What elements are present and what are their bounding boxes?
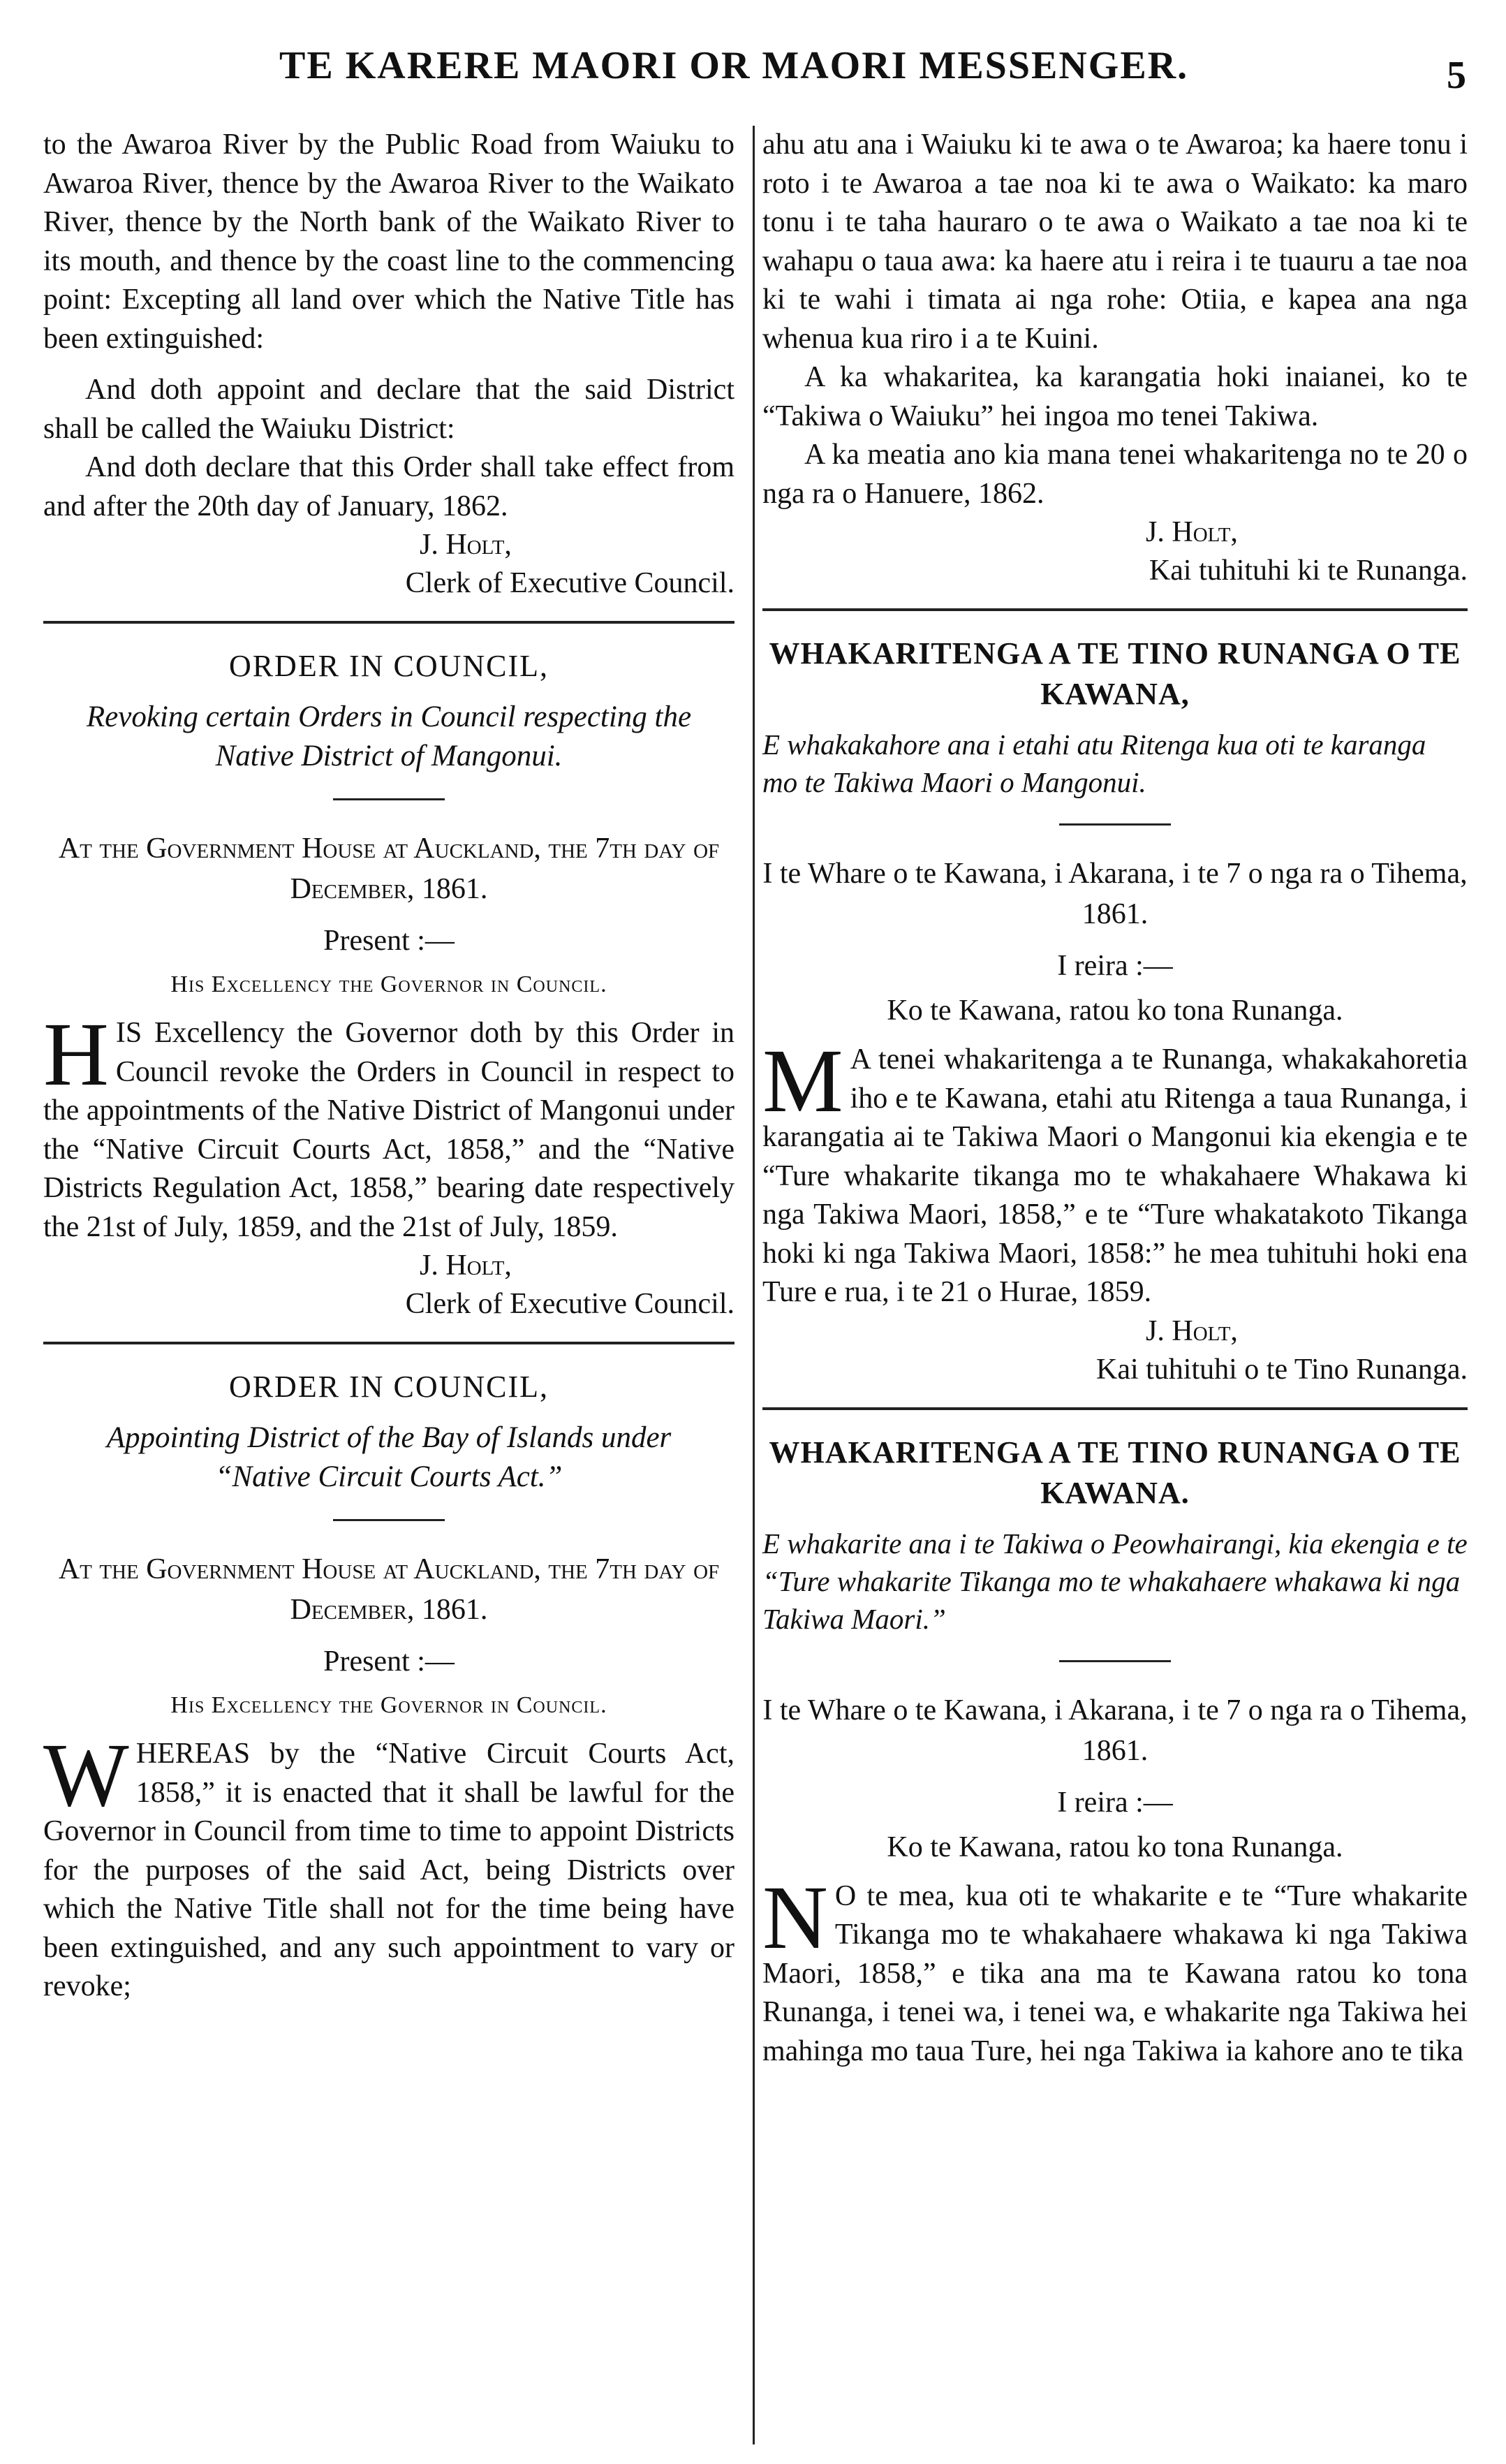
signer-role: Clerk of Executive Council. — [405, 567, 734, 599]
short-divider — [333, 1519, 445, 1521]
present-label: I reira :— — [1057, 950, 1173, 982]
signer-name: J. Holt, — [420, 1249, 512, 1282]
order-place-date: At the Government House at Auckland, the 7th day of December, 1861. — [58, 833, 720, 905]
order-subtitle: Appointing District of the Bay of Islands under “Native Circuit Courts Act.” — [106, 1421, 672, 1493]
newspaper-title: TE KARERE MAORI OR MAORI MESSENGER. — [279, 44, 1189, 87]
present-label: Present :— — [323, 925, 455, 957]
section-divider — [43, 621, 734, 624]
council-line: His Excellency the Governor in Council. — [170, 971, 607, 997]
order-place-date: I te Whare o te Kawana, i Akarana, i te 7 o nga ra o Tihema, 1861. — [762, 858, 1468, 930]
council-line: Ko te Kawana, ratou ko tona Runanga. — [887, 995, 1343, 1027]
order-body-text: A tenei whakaritenga a te Runanga, whakakahoretia iho e te Kawana, etahi atu Ritenga a taua Runanga, i karangatia ai te Takiwa Maori o Mangonui kia ekengia e te “Ture whakarite tikanga mo te whakahaere Whakawa ki nga Takiwa Maori, 1858,” e te “Ture whakatakoto Tikanga hoki ki nga Takiwa Maori, 1858:” he mea tuhituhi hoki ena Ture e rua, i te 21 o Hurae, 1859. — [762, 1043, 1468, 1308]
page-number: 5 — [1447, 54, 1466, 97]
drop-cap: N — [762, 1867, 828, 1968]
order-heading: ORDER IN COUNCIL, — [228, 649, 549, 683]
council-line: Ko te Kawana, ratou ko tona Runanga. — [887, 1831, 1343, 1863]
order-body-text: IS Excellency the Governor doth by this Order in Council revoke the Orders in Council in respect to the appointments of the Native District of Mangonui under the “Native Circuit Courts Act, 1858,” and the “Native Districts Regulation Act, 1858,” bearing date respectively the 21st of July, 1859, and the 21st of July, 1859. — [43, 1017, 734, 1243]
effect-date-paragraph: And doth declare that this Order shall take effect from and after the 20th day of January, 1862. — [43, 451, 734, 522]
boundary-description: ahu atu ana i Waiuku ki te awa o te Awaroa; ka haere tonu i roto i te Awaroa a tae noa ki te awa o Waikato: ka maro tonu i te taha hauraro o te awa o Waikato a tae noa ki te wahapu o taua awa: ka haere atu i reira i te tuauru a tae noa ki te wahi i timata ai nga rohe: Otiia, e kapea ana nga whenua kua riro i a te Kuini. — [762, 129, 1468, 355]
order-body — [762, 1031, 1468, 1312]
order-body — [762, 1867, 1468, 2071]
present-label: Present :— — [323, 1645, 455, 1678]
order-body-text: HEREAS by the “Native Circuit Courts Act, 1858,” it is enacted that it shall be lawful for the Governor in Council from time to time to appoint Districts for the purposes of the said Act, being Districts over which the Native Title shall not for the time being have been extinguished, and any such appointment to vary or revoke; — [43, 1738, 734, 2002]
district-name-paragraph: And doth appoint and declare that the said District shall be called the Waiuku District: — [43, 374, 734, 445]
council-line: His Excellency the Governor in Council. — [170, 1692, 607, 1718]
order-heading: WHAKARITENGA A TE TINO RUNANGA O TE KAWANA. — [769, 1435, 1461, 1510]
english-column — [43, 126, 734, 2007]
order-subtitle: E whakarite ana i te Takiwa o Peowhairangi, kia ekengia e te “Ture whakarite Tikanga mo te whakahaere whakawa ki nga Takiwa Maori.” — [762, 1527, 1468, 1635]
drop-cap: M — [762, 1031, 843, 1131]
order-body — [43, 1725, 734, 2007]
present-label: I reira :— — [1057, 1786, 1173, 1819]
order-body-text: O te mea, kua oti te whakarite e te “Ture whakarite Tikanga mo te whakahaere whakawa ki nga Takiwa Maori, 1858,” e tika ana ma te Kawana ratou ko tona Runanga, i tenei wa, i tenei wa, e whakarite nga Takiwa hei mahinga mo taua Ture, hei nga Takiwa ia kahore ano te tika — [762, 1879, 1468, 2067]
effect-date-paragraph: A ka meatia ano kia mana tenei whakaritenga no te 20 o nga ra o Hanuere, 1862. — [762, 439, 1468, 510]
district-name-paragraph: A ka whakaritea, ka karangatia hoki inaianei, ko te “Takiwa o Waiuku” hei ingoa mo tenei Takiwa. — [762, 361, 1468, 432]
maori-column — [762, 126, 1468, 2071]
order-body — [43, 1004, 734, 1247]
order-subtitle: E whakakahore ana i etahi atu Ritenga kua oti te karanga mo te Takiwa Maori o Mangonui. — [762, 728, 1426, 798]
order-place-date: At the Government House at Auckland, the 7th day of December, 1861. — [58, 1553, 720, 1626]
signer-role: Kai tuhituhi o te Tino Runanga. — [1095, 1353, 1468, 1386]
short-divider — [1059, 823, 1171, 826]
page-header — [42, 43, 1466, 106]
short-divider — [333, 798, 445, 800]
drop-cap: W — [43, 1725, 129, 1826]
section-divider — [762, 608, 1468, 611]
order-heading: WHAKARITENGA A TE TINO RUNANGA O TE KAWANA, — [769, 636, 1461, 711]
boundary-description: to the Awaroa River by the Public Road from Waiuku to Awaroa River, thence by the Awaroa River to the Waikato River, thence by the North bank of the Waikato River to its mouth, and thence by the coast line to the commencing point: Excepting all land over which the Native Title has been extinguished: — [43, 129, 734, 355]
column-divider — [753, 126, 755, 2444]
section-divider — [762, 1407, 1468, 1410]
section-divider — [43, 1342, 734, 1344]
order-subtitle: Revoking certain Orders in Council respecting the Native District of Mangonui. — [86, 701, 692, 772]
order-place-date: I te Whare o te Kawana, i Akarana, i te 7 o nga ra o Tihema, 1861. — [762, 1694, 1468, 1767]
signer-name: J. Holt, — [420, 529, 512, 561]
signer-role: Clerk of Executive Council. — [405, 1288, 734, 1320]
short-divider — [1059, 1660, 1171, 1662]
signer-role: Kai tuhituhi ki te Runanga. — [1149, 555, 1468, 587]
signer-name: J. Holt, — [1146, 516, 1238, 548]
drop-cap: H — [43, 1004, 109, 1105]
signer-name: J. Holt, — [1146, 1314, 1238, 1347]
order-heading: ORDER IN COUNCIL, — [228, 1370, 549, 1404]
